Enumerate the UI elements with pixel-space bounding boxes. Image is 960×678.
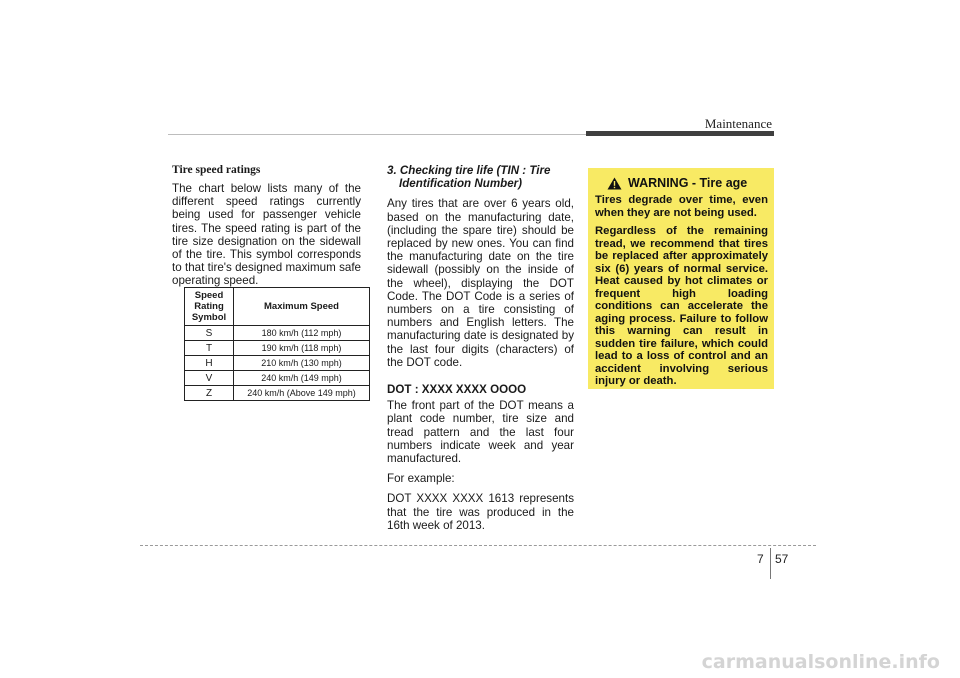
symbol-cell: S — [185, 326, 234, 341]
symbol-cell: V — [185, 371, 234, 386]
dot-paragraph: The front part of the DOT means a plant code number, tire size and tread pattern and the last four numbers indicate week and year manufactured. — [387, 399, 574, 466]
warning-box — [588, 168, 774, 389]
symbol-cell: H — [185, 356, 234, 371]
warning-paragraph-2: Regardless of the remaining tread, we recommend that tires be replaced after approximately six (6) years of normal service. Heat caused by hot climates or frequent high loading conditions can accelerate the aging process. Failure to follow this warning can result in sudden tire failure, which could lead to a loss of control and an accident involving serious injury or death. — [595, 225, 768, 387]
watermark: carmanualsonline.info — [701, 651, 940, 673]
chapter-number: 7 — [757, 552, 764, 566]
table-row — [185, 386, 370, 401]
symbol-cell: T — [185, 341, 234, 356]
table-row — [185, 326, 370, 341]
header-rule — [168, 134, 594, 135]
speed-cell: 210 km/h (130 mph) — [234, 356, 370, 371]
symbol-cell: Z — [185, 386, 234, 401]
warning-header — [607, 176, 768, 190]
page-number-separator — [770, 548, 771, 579]
example-label: For example: — [387, 472, 455, 486]
left-column — [172, 164, 361, 288]
table-row — [185, 371, 370, 386]
tin-subheading: 3. Checking tire life (TIN : Tire Identification Number) — [387, 164, 551, 191]
warning-triangle-icon — [607, 177, 622, 190]
warning-paragraph-1: Tires degrade over time, even when they are not being used. — [595, 194, 768, 219]
table-row — [185, 341, 370, 356]
example-paragraph: DOT XXXX XXXX 1613 represents that the tire was produced in the 16th week of 2013. — [387, 492, 574, 532]
dot-code-heading: DOT : XXXX XXXX OOOO — [387, 383, 527, 397]
middle-column — [387, 164, 574, 539]
speed-cell: 240 km/h (149 mph) — [234, 371, 370, 386]
footer-divider — [140, 545, 816, 546]
tire-speed-body: The chart below lists many of the different speed ratings currently being used for passenger vehicle tires. The speed rating is part of the tire size designation on the sidewall of the tire. This symbol corresponds to that tire's designed maximum safe operating speed. — [172, 182, 361, 288]
col-header-speed: Maximum Speed — [234, 288, 370, 326]
speed-cell: 180 km/h (112 mph) — [234, 326, 370, 341]
table-row — [185, 356, 370, 371]
col-header-symbol: Speed Rating Symbol — [185, 288, 234, 326]
page-number: 57 — [775, 552, 789, 566]
speed-cell: 240 km/h (Above 149 mph) — [234, 386, 370, 401]
warning-title: WARNING - Tire age — [628, 176, 748, 190]
tire-speed-heading: Tire speed ratings — [172, 164, 261, 176]
speed-cell: 190 km/h (118 mph) — [234, 341, 370, 356]
table-header-row — [185, 288, 370, 326]
tin-paragraph: Any tires that are over 6 years old, based on the manufacturing date, (including the spare tire) should be replaced by new ones. You can find the manufacturing date on the tire sidewall (possibly on the inside of the wheel), displaying the DOT Code. The DOT Code is a series of numbers on a tire consisting of numbers and English letters. The manufacturing date is designated by the last four digits (characters) of the DOT code. — [387, 197, 574, 369]
section-title: Maintenance — [704, 116, 772, 131]
speed-rating-table — [184, 287, 370, 401]
header-rule-accent — [586, 131, 774, 136]
